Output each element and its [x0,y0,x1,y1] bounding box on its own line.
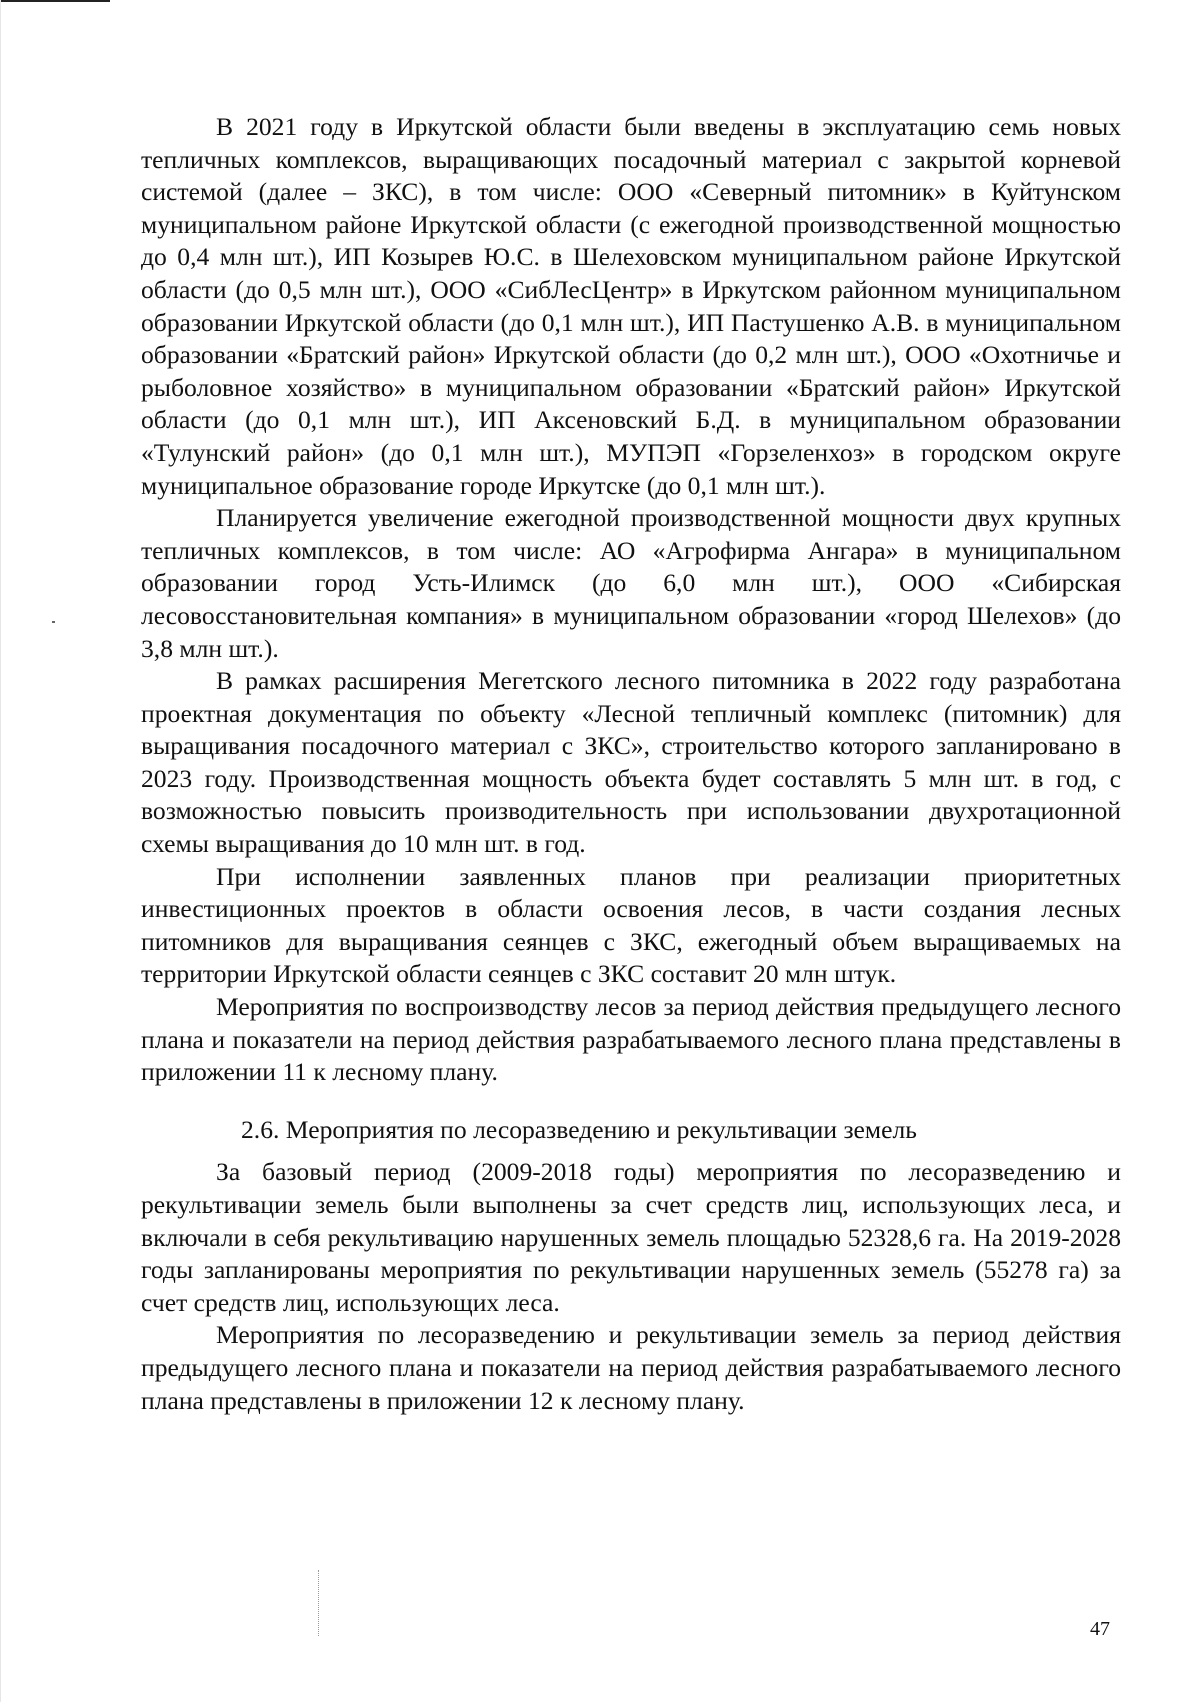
paragraph-base-period: За базовый период (2009-2018 годы) мероприятия по лесоразведению и рекультивации земель были выполнены за счет средств лиц, использующих леса, и включали в себя рекультивацию нарушенных земель площадью 52328,6 га. На 2019-2028 годы запланированы мероприятия по рекультивации нарушенных земель (55278 га) за счет средств лиц, использующих леса. [141,1157,1121,1317]
page-number: 47 [1090,1618,1110,1640]
paragraph-capacity-plans: Планируется увеличение ежегодной производственной мощности двух крупных тепличных комплексов, в том числе: АО «Агрофирма Ангара» в муниципальном образовании город Усть-Илимск (до 6,0 млн шт.), ООО «Сибирская лесовосстановительная компания» в муниципальном образовании «город Шелехов» (до 3,8 млн шт.). [141,503,1121,663]
paragraph-greenhouses-2021: В 2021 году в Иркутской области были введены в эксплуатацию семь новых тепличных комплексов, выращивающих посадочный материал с закрытой корневой системой (далее – ЗКС), в том числе: ООО «Северный питомник» в Куйтунском муниципальном районе Иркутской области (с ежегодной производственной мощностью до 0,4 млн шт.), ИП Козырев Ю.С. в Шелеховском муниципальном районе Иркутской области (до 0,5 млн шт.), ООО «СибЛесЦентр» в Иркутском районном муниципальном образовании Иркутской области (до 0,1 млн шт.), ИП Пастушенко А.В. в муниципальном образовании «Братский район» Иркутской области (до 0,2 млн шт.), ООО «Охотничье и рыболовное хозяйство» в муниципальном образовании «Братский район» Иркутской области (до 0,1 млн шт.), ИП Аксеновский Б.Д. в муниципальном образовании «Тулунский район» (до 0,1 млн шт.), МУПЭП «Горзеленхоз» в городском округе муниципальное образование городе Иркутске (до 0,1 млн шт.). [141,112,1121,500]
scan-fold-mark [318,1570,319,1636]
paragraph-investment-projects: При исполнении заявленных планов при реализации приоритетных инвестиционных проектов в области освоения лесов, в части создания лесных питомников для выращивания сеянцев с ЗКС, ежегодный объем выращиваемых на территории Иркутской области сеянцев с ЗКС составит 20 млн штук. [141,861,1121,989]
paragraph-megetsky-nursery: В рамках расширения Мегетского лесного питомника в 2022 году разработана проектная документация по объекту «Лесной тепличный комплекс (питомник) для выращивания посадочного материал с ЗКС», строительство которого запланировано в 2023 году. Производственная мощность объекта будет составлять 5 млн шт. в год, с возможностью повысить производительность при использовании двухротационной схемы выращивания до 10 млн шт. в год. [141,666,1121,859]
section-heading: 2.6. Мероприятия по лесоразведению и рекультивации земель [241,1114,917,1144]
document-body [141,111,1121,1417]
paragraph-appendix-11: Мероприятия по воспроизводству лесов за период действия предыдущего лесного плана и показатели на период действия разрабатываемого лесного плана представлены в приложении 11 к лесному плану. [141,992,1121,1087]
scan-speck [52,621,55,623]
scan-edge [0,0,1,1702]
scan-border-mark [0,0,110,2]
paragraph-appendix-12: Мероприятия по лесоразведению и рекультивации земель за период действия предыдущего лесного плана и показатели на период действия разрабатываемого лесного плана представлены в приложении 12 к лесному плану. [141,1320,1121,1415]
